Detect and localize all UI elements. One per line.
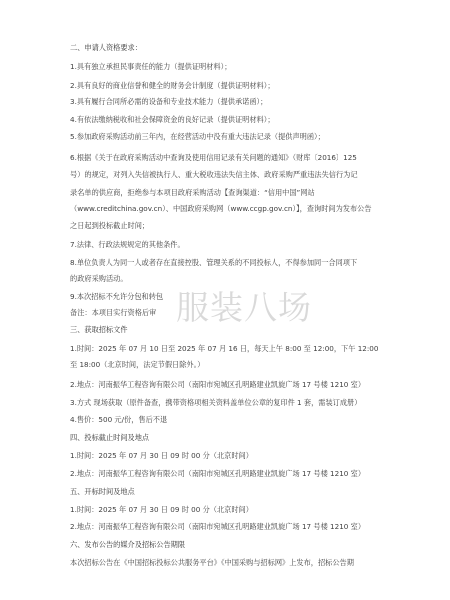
qualification-item-3: 3.具有履行合同所必需的设备和专业技术能力（提供承诺函）； [70, 97, 268, 106]
bid-opening-time: 1.时间：2025 年 07 月 30 日 09 时 00 分（北京时间） [70, 505, 253, 514]
obtain-method: 3.方式 现场获取（原件备查，携带资格项相关资料盖单位公章的复印件 1 套，需装订成册） [70, 398, 362, 407]
watermark: 服装八场 [176, 288, 312, 327]
qualification-item-5: 5.参加政府采购活动前三年内，在经营活动中没有重大违法记录（提供声明函）； [70, 132, 325, 141]
section-heading-announcement-media: 六、发布公告的媒介及招标公告期限 [70, 540, 186, 549]
qualification-item-8-line-1: 8.单位负责人为同一人或者存在直接控股、管理关系的不同投标人，不得参加同一合同项下 [70, 258, 358, 267]
qualification-item-9: 9.本次招标不允许分包和转包 [70, 292, 164, 301]
obtain-time-line-2: 至 18:00（北京时间，法定节假日除外。） [70, 360, 205, 369]
qualification-item-6-line-1: 6.根据《关于在政府采购活动中查询及使用信用记录有关问题的通知》（财库〔2016〕125 [70, 153, 357, 162]
announcement-media-text: 本次招标公告在《中国招标投标公共服务平台》《中国采购与招标网》上发布，招标公告期 [70, 558, 354, 567]
section-heading-obtain-documents: 三、获取招标文件 [70, 325, 128, 334]
qualification-item-6-line-5: 之日起到投标截止时间； [70, 221, 150, 230]
qualification-item-4: 4.有依法缴纳税收和社会保障资金的良好记录（提供证明材料）； [70, 115, 275, 124]
section-heading-bid-deadline: 四、投标截止时间及地点 [70, 433, 150, 442]
section-heading-applicant-qualifications: 二、申请人资格要求： [70, 43, 142, 52]
obtain-location: 2.地点：河南振华工程咨询有限公司（南阳市宛城区孔明路建业凯旋广场 17 号楼 1210 室） [70, 380, 366, 389]
qualification-item-6-line-4: （www.creditchina.gov.cn）、中国政府采购网（www.ccgp.gov.cn）】，查询时间为发布公告 [70, 204, 372, 213]
qualification-item-8-line-2: 的政府采购活动。 [70, 274, 128, 283]
qualification-item-7: 7.法律、行政法规规定的其他条件。 [70, 240, 185, 249]
qualification-item-6-line-2: 号）的规定，对列入失信被执行人、重大税收违法失信主体、政府采购严重违法失信行为记 [70, 170, 358, 179]
qualification-item-1: 1.具有独立承担民事责任的能力（提供证明材料）； [70, 62, 232, 71]
section-heading-bid-opening: 五、开标时间及地点 [70, 487, 135, 496]
qualification-item-2: 2.具有良好的商业信誉和健全的财务会计制度（提供证明材料）； [70, 81, 275, 90]
bid-opening-location: 2.地点：河南振华工程咨询有限公司（南阳市宛城区孔明路建业凯旋广场 17 号楼 1210 室） [70, 522, 366, 531]
qualification-item-6-line-3: 录名单的供应商，拒绝参与本项目政府采购活动【查询渠道：“信用中国”网站 [70, 188, 315, 197]
bid-deadline-location: 2.地点：河南振华工程咨询有限公司（南阳市宛城区孔明路建业凯旋广场 17 号楼 1210 室） [70, 469, 366, 478]
remark: 备注：本项目实行资格后审 [70, 308, 157, 317]
bid-deadline-time: 1.时间：2025 年 07 月 30 日 09 时 00 分（北京时间） [70, 451, 253, 460]
obtain-price: 4.售价：500 元/份，售后不退 [70, 415, 168, 424]
obtain-time-line-1: 1.时间：2025 年 07 月 10 日至 2025 年 07 月 16 日，每天上午 8:00 至 12:00，下午 12:00 [70, 344, 379, 353]
